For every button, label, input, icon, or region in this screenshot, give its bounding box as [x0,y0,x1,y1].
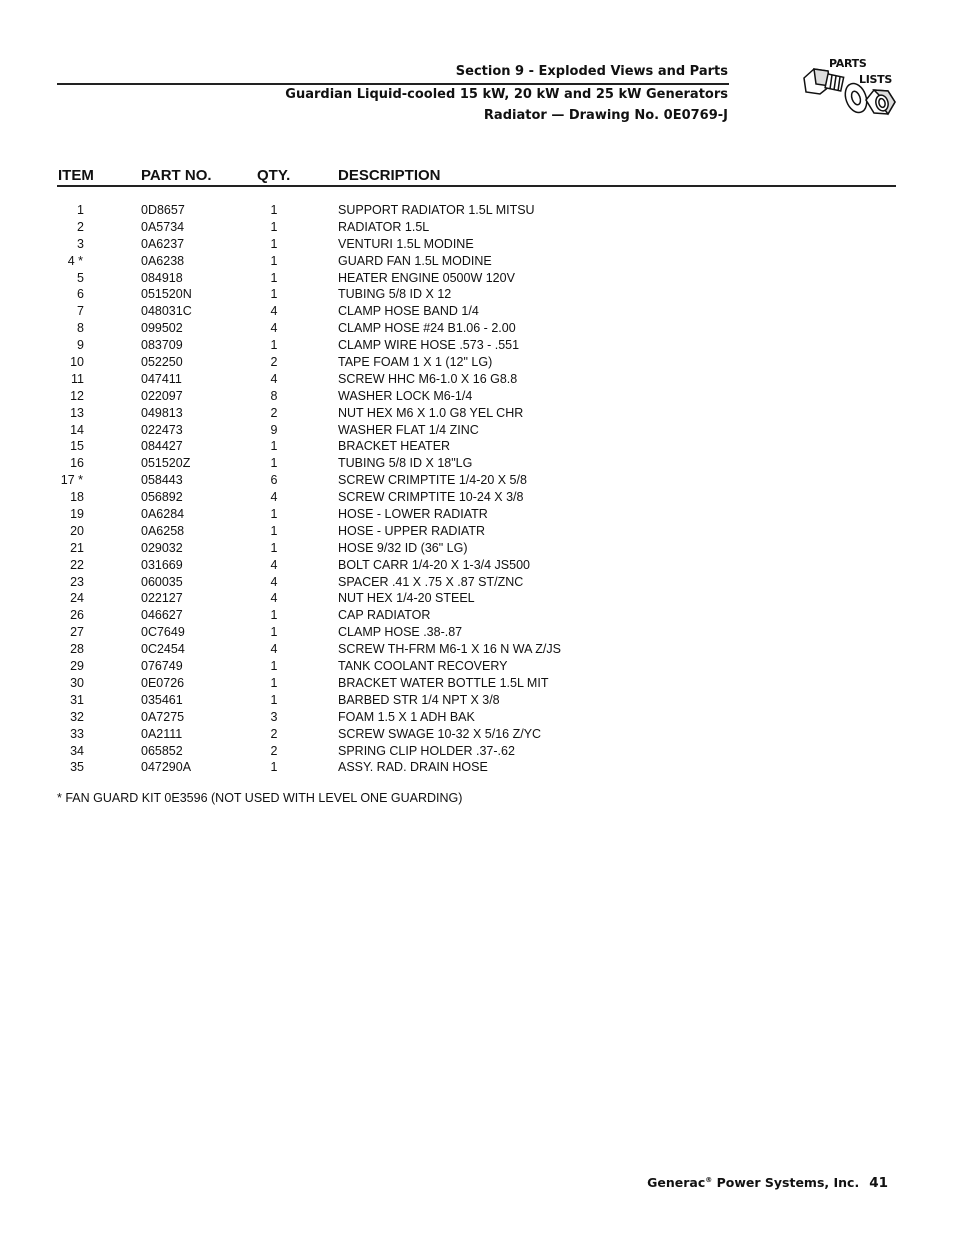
cell-item: 21 [70,540,84,555]
cell-description: TUBING 5/8 ID X 12 [338,287,452,302]
cell-item: 20 [70,523,84,538]
logo-text-lists: LISTS [859,73,892,86]
cell-qty: 1 [270,540,278,555]
cell-part-no: 051520Z [141,456,191,471]
cell-part-no: 076749 [141,659,183,674]
table-row [57,624,757,641]
table-row [57,506,757,523]
cell-part-no: 065852 [141,743,183,758]
table-row [57,489,757,506]
cell-qty: 4 [270,574,278,589]
cell-part-no: 031669 [141,557,183,572]
cell-description: SCREW CRIMPTITE 10-24 X 3/8 [338,490,524,505]
table-row [57,303,757,320]
cell-part-no: 0A6284 [141,507,185,522]
cell-qty: 1 [270,270,278,285]
cell-item: 18 [70,490,84,505]
cell-description: FOAM 1.5 X 1 ADH BAK [338,709,475,724]
page-header [285,61,728,126]
table-row [57,422,757,439]
cell-item: 4 * [67,253,83,268]
cell-item: 8 [77,321,84,336]
cell-description: WASHER FLAT 1/4 ZINC [338,422,479,437]
cell-part-no: 022473 [141,422,183,437]
cell-description: SPACER .41 X .75 X .87 ST/ZNC [338,574,524,589]
header-qty: QTY. [257,167,291,184]
table-row [57,574,757,591]
header-part-no: PART NO. [141,167,212,184]
cell-item: 3 [77,236,84,251]
cell-part-no: 029032 [141,540,183,555]
cell-description: SCREW SWAGE 10-32 X 5/16 Z/YC [338,726,542,741]
cell-qty: 2 [270,405,278,420]
cell-qty: 1 [270,608,278,623]
cell-part-no: 084918 [141,270,183,285]
cell-qty: 1 [270,287,278,302]
table-row [57,286,757,303]
cell-item: 12 [70,388,84,403]
page-footer [647,1175,888,1191]
cell-part-no: 0A6238 [141,253,185,268]
cell-item: 23 [70,574,84,589]
cell-description: NUT HEX 1/4-20 STEEL [338,591,475,606]
cell-part-no: 060035 [141,574,183,589]
cell-part-no: 0E0726 [141,675,185,690]
footnote: * FAN GUARD KIT 0E3596 (NOT USED WITH LEVEL ONE GUARDING) [57,791,463,805]
cell-description: VENTURI 1.5L MODINE [338,236,474,251]
cell-qty: 4 [270,490,278,505]
cell-qty: 1 [270,675,278,690]
table-row [57,523,757,540]
cell-part-no: 022127 [141,591,183,606]
cell-item: 34 [70,743,84,758]
cell-item: 2 [77,219,84,234]
table-row [57,472,757,489]
cell-part-no: 051520N [141,287,192,302]
footer-company-rest: Power Systems, Inc. [712,1175,860,1190]
cell-part-no: 035461 [141,692,183,707]
cell-qty: 1 [270,692,278,707]
table-row [57,726,757,743]
cell-part-no: 058443 [141,473,183,488]
cell-part-no: 0A6237 [141,236,185,251]
section-title: Section 9 - Exploded Views and Parts [455,64,728,79]
table-row [57,675,757,692]
cell-item: 10 [70,355,84,370]
cell-qty: 9 [270,422,278,437]
cell-item: 26 [70,608,84,623]
cell-description: TUBING 5/8 ID X 18"LG [338,456,473,471]
table-row [57,438,757,455]
table-row [57,658,757,675]
cell-part-no: 0C7649 [141,625,185,640]
cell-item: 6 [77,287,84,302]
cell-item: 9 [77,338,84,353]
cell-description: BARBED STR 1/4 NPT X 3/8 [338,692,500,707]
cell-description: HEATER ENGINE 0500W 120V [338,270,515,285]
cell-qty: 1 [270,338,278,353]
table-row [57,202,757,219]
cell-item: 31 [70,692,84,707]
registered-mark: ® [705,1175,713,1184]
cell-item: 22 [70,557,84,572]
table-row [57,337,757,354]
header-rule [57,83,729,85]
cell-qty: 4 [270,304,278,319]
table-row [57,405,757,422]
cell-item: 17 * [60,473,83,488]
cell-item: 35 [70,760,84,775]
table-row [57,371,757,388]
cell-part-no: 056892 [141,490,183,505]
cell-part-no: 0A2111 [141,726,183,741]
table-row [57,253,757,270]
cell-description: HOSE 9/32 ID (36" LG) [338,540,468,555]
cell-qty: 4 [270,371,278,386]
cell-description: SUPPORT RADIATOR 1.5L MITSU [338,203,535,217]
header-description: DESCRIPTION [338,167,441,184]
cell-qty: 4 [270,642,278,657]
cell-item: 29 [70,659,84,674]
cell-description: SPRING CLIP HOLDER .37-.62 [338,743,515,758]
document-subtitle: Guardian Liquid-cooled 15 kW, 20 kW and 25 kW Generators [285,87,728,102]
cell-qty: 3 [270,709,278,724]
page-number: 41 [869,1175,888,1191]
table-row [57,557,757,574]
cell-part-no: 052250 [141,355,183,370]
cell-description: NUT HEX M6 X 1.0 G8 YEL CHR [338,405,524,420]
cell-description: RADIATOR 1.5L [338,219,430,234]
cell-item: 24 [70,591,84,606]
cell-item: 27 [70,625,84,640]
cell-description: ASSY. RAD. DRAIN HOSE [338,760,488,775]
table-row [57,709,757,726]
cell-qty: 1 [270,659,278,674]
cell-description: TANK COOLANT RECOVERY [338,659,508,674]
cell-description: BRACKET HEATER [338,439,451,454]
cell-qty: 1 [270,236,278,251]
cell-description: HOSE - LOWER RADIATR [338,507,488,522]
cell-qty: 4 [270,321,278,336]
footer-company: Generac [647,1175,706,1190]
cell-item: 19 [70,507,84,522]
cell-qty: 1 [270,523,278,538]
cell-qty: 1 [270,203,278,217]
cell-item: 13 [70,405,84,420]
cell-part-no: 0A6258 [141,523,185,538]
cell-qty: 1 [270,456,278,471]
cell-part-no: 0D8657 [141,203,185,217]
cell-qty: 1 [270,253,278,268]
cell-description: CLAMP HOSE BAND 1/4 [338,304,479,319]
cell-part-no: 0A5734 [141,219,185,234]
cell-part-no: 047290A [141,760,192,775]
cell-item: 15 [70,439,84,454]
cell-part-no: 048031C [141,304,192,319]
cell-qty: 1 [270,439,278,454]
cell-part-no: 099502 [141,321,183,336]
table-row [57,354,757,371]
table-row [57,759,757,776]
cell-item: 30 [70,675,84,690]
cell-item: 11 [71,371,84,386]
table-row [57,692,757,709]
table-row [57,236,757,253]
cell-item: 14 [70,422,84,437]
table-row [57,641,757,658]
cell-item: 28 [70,642,84,657]
cell-qty: 1 [270,219,278,234]
cell-qty: 4 [270,557,278,572]
cell-part-no: 084427 [141,439,183,454]
table-row [57,590,757,607]
cell-qty: 2 [270,743,278,758]
cell-description: CAP RADIATOR [338,608,431,623]
table-row [57,607,757,624]
header-item: ITEM [58,167,94,184]
cell-part-no: 0A7275 [141,709,185,724]
cell-qty: 6 [270,473,278,488]
cell-description: CLAMP WIRE HOSE .573 - .551 [338,338,520,353]
cell-part-no: 022097 [141,388,183,403]
cell-description: CLAMP HOSE #24 B1.06 - 2.00 [338,321,516,336]
cell-item: 5 [77,270,84,285]
cell-item: 1 [77,203,84,217]
cell-description: BOLT CARR 1/4-20 X 1-3/4 JS500 [338,557,530,572]
cell-item: 7 [77,304,84,319]
cell-item: 33 [70,726,84,741]
cell-description: BRACKET WATER BOTTLE 1.5L MIT [338,675,549,690]
cell-description: GUARD FAN 1.5L MODINE [338,253,492,268]
cell-description: WASHER LOCK M6-1/4 [338,388,473,403]
cell-qty: 1 [270,507,278,522]
cell-qty: 2 [270,726,278,741]
cell-description: SCREW TH-FRM M6-1 X 16 N WA Z/JS [338,642,561,657]
cell-item: 32 [70,709,84,724]
table-row [57,219,757,236]
cell-description: HOSE - UPPER RADIATR [338,523,486,538]
cell-description: CLAMP HOSE .38-.87 [338,625,463,640]
cell-description: TAPE FOAM 1 X 1 (12" LG) [338,355,493,370]
cell-part-no: 083709 [141,338,183,353]
drawing-title: Radiator — Drawing No. 0E0769-J [483,108,728,123]
cell-part-no: 0C2454 [141,642,185,657]
table-row [57,743,757,760]
cell-item: 16 [70,456,84,471]
table-row [57,540,757,557]
cell-qty: 1 [270,760,278,775]
cell-part-no: 047411 [141,371,182,386]
cell-qty: 2 [270,355,278,370]
parts-table [57,202,757,776]
logo-text-parts: PARTS [829,57,867,70]
table-row [57,455,757,472]
cell-description: SCREW HHC M6-1.0 X 16 G8.8 [338,371,518,386]
table-header [57,166,896,187]
cell-description: SCREW CRIMPTITE 1/4-20 X 5/8 [338,473,527,488]
table-row [57,320,757,337]
cell-part-no: 049813 [141,405,183,420]
table-row [57,388,757,405]
cell-qty: 1 [270,625,278,640]
cell-part-no: 046627 [141,608,183,623]
cell-qty: 8 [270,388,278,403]
table-row [57,270,757,287]
cell-qty: 4 [270,591,278,606]
